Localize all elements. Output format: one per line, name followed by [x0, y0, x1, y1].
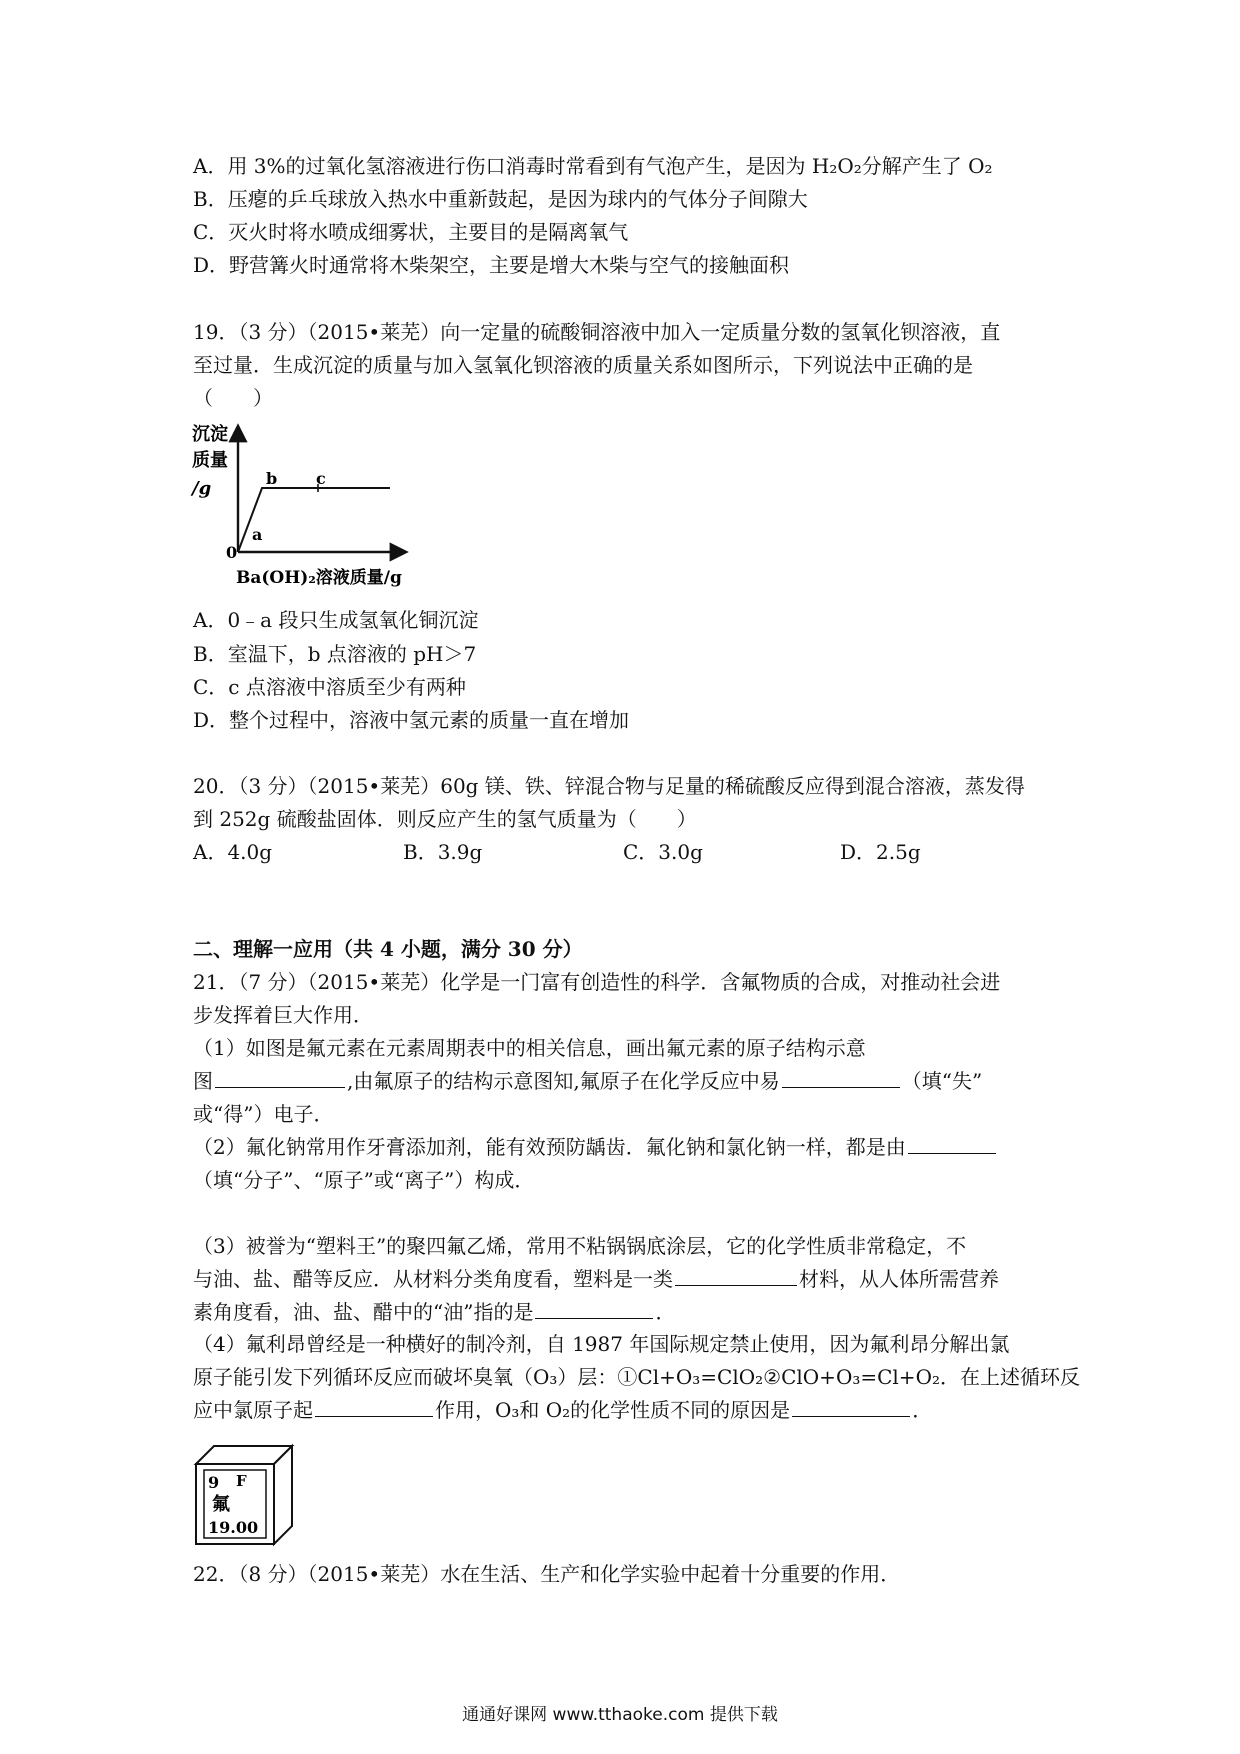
q19-option-a: A．0﹣a 段只生成氢氧化铜沉淀 — [193, 608, 479, 632]
element-symbol: F — [236, 1472, 247, 1490]
q21-blank-gain-lose[interactable] — [782, 1067, 900, 1088]
q19-stem-line3: （ ） — [193, 386, 273, 410]
q21-part4-text-b: 作用，O₃和 O₂的化学性质不同的原因是 — [435, 1398, 791, 1422]
q21-part2-line1 — [193, 1133, 998, 1161]
q21-part3-text-c: 素角度看，油、盐、醋中的“油”指的是 — [193, 1300, 534, 1324]
x-label: Ba(OH)₂溶液质量/g — [236, 568, 402, 588]
q21-blank-material[interactable] — [675, 1265, 797, 1286]
q20-option-a: A．4.0g — [193, 840, 273, 864]
y-label-2: 质量 — [192, 450, 228, 471]
q21-part3-text-a: 与油、盐、醋等反应．从材料分类角度看，塑料是一类 — [193, 1267, 673, 1291]
q19-option-b: B．室温下，b 点溶液的 pH＞7 — [193, 642, 477, 666]
q22-stem-line1: 22．（8 分）（2015•莱芜）水在生活、生产和化学实验中起着十分重要的作用． — [193, 1562, 901, 1586]
point-b-label: b — [266, 469, 278, 488]
element-mass: 19.00 — [208, 1518, 259, 1537]
fluorine-element-cube — [192, 1440, 302, 1550]
q21-part1-text-c: （填“失” — [901, 1069, 983, 1093]
point-c-label: c — [316, 469, 326, 488]
q21-part4-line3 — [193, 1396, 932, 1424]
q21-part1-line2 — [193, 1067, 982, 1095]
q21-part4-text-c: ． — [912, 1398, 933, 1422]
q21-part3-text-d: ． — [655, 1300, 676, 1324]
y-label-1: 沉淀 — [192, 424, 228, 445]
q19-stem-line2: 至过量．生成沉淀的质量与加入氢氧化钡溶液的质量关系如图所示，下列说法中正确的是 — [193, 353, 973, 377]
q20-option-b: B．3.9g — [403, 840, 483, 864]
q18-option-c: C．灭火时将水喷成细雾状，主要目的是隔离氧气 — [193, 220, 629, 244]
q21-part2-line2: （填“分子”、“原子”或“离子”）构成． — [193, 1168, 535, 1192]
q20-option-d: D．2.5g — [840, 840, 921, 864]
page-footer: 通通好课网 www.tthaoke.com 提供下载 — [462, 1705, 778, 1725]
q18-option-b: B．压瘪的乒乓球放入热水中重新鼓起，是因为球内的气体分子间隙大 — [193, 187, 808, 211]
q20-option-c: C．3.0g — [623, 840, 703, 864]
q21-part1-text-a: 图 — [193, 1069, 213, 1093]
element-name: 氟 — [212, 1494, 230, 1515]
q20-stem-line2: 到 252g 硫酸盐固体．则反应产生的氢气质量为（ ） — [193, 807, 697, 831]
q21-part4-text-a: 应中氯原子起 — [193, 1398, 313, 1422]
q21-part1-line1: （1）如图是氟元素在元素周期表中的相关信息，画出氟元素的原子结构示意 — [193, 1036, 866, 1060]
q21-part1-text-b: ,由氟原子的结构示意图知,氟原子在化学反应中易 — [347, 1069, 780, 1093]
q21-part3-line2 — [193, 1265, 999, 1293]
q21-part3-line1: （3）被誉为“塑料王”的聚四氟乙烯，常用不粘锅锅底涂层，它的化学性质非常稳定，不 — [193, 1234, 967, 1258]
q19-precipitate-graph — [190, 418, 430, 598]
q21-blank-difference[interactable] — [792, 1396, 910, 1417]
element-number: 9 — [208, 1473, 220, 1492]
q21-blank-structure[interactable] — [215, 1067, 345, 1088]
q20-stem-line1: 20．（3 分）（2015•莱芜）60g 镁、铁、锌混合物与足量的稀硫酸反应得到混合溶液，蒸发得 — [193, 774, 1025, 798]
origin-label: 0 — [226, 543, 238, 562]
cube-side-face — [274, 1446, 292, 1544]
q21-part4-line1-visible: （4）氟利昂曾经是一种横好的制冷剂，自 1987 年国际规定禁止使用，因为氟利昂分解出氯 — [193, 1332, 1010, 1356]
q19-option-d: D．整个过程中，溶液中氢元素的质量一直在增加 — [193, 708, 630, 732]
q21-part4-line2: 原子能引发下列循环反应而破坏臭氧（O₃）层：①Cl+O₃=ClO₂②ClO+O₃=Cl+O₂．在上述循环反 — [193, 1365, 1080, 1389]
q21-blank-catalyst[interactable] — [315, 1396, 433, 1417]
q21-stem-line1: 21．（7 分）（2015•莱芜）化学是一门富有创造性的科学．含氟物质的合成，对推动社会进 — [193, 970, 1001, 994]
q21-blank-particle[interactable] — [908, 1133, 996, 1154]
y-label-3: /g — [192, 478, 212, 499]
q21-part1-line3: 或“得”）电子． — [193, 1102, 334, 1126]
q21-stem-line2: 步发挥着巨大作用． — [193, 1003, 373, 1027]
q18-option-d: D．野营篝火时通常将木柴架空，主要是增大木柴与空气的接触面积 — [193, 253, 790, 277]
q21-part3-text-b: 材料，从人体所需营养 — [799, 1267, 999, 1291]
section2-title: 二、理解一应用（共 4 小题，满分 30 分） — [193, 937, 583, 961]
q21-part2-text: （2）氟化钠常用作牙膏添加剂，能有效预防龋齿．氟化钠和氯化钠一样，都是由 — [193, 1135, 906, 1159]
point-a-label: a — [252, 525, 263, 544]
q19-stem-line1: 19．（3 分）（2015•莱芜）向一定量的硫酸铜溶液中加入一定质量分数的氢氧化钡溶液，直 — [193, 320, 1001, 344]
q19-option-c: C．c 点溶液中溶质至少有两种 — [193, 675, 466, 699]
q21-part3-line3 — [193, 1298, 675, 1326]
q18-option-a: A．用 3%的过氧化氢溶液进行伤口消毒时常看到有气泡产生，是因为 H₂O₂分解产生了 O₂ — [193, 154, 993, 178]
q21-blank-nutrient[interactable] — [535, 1298, 653, 1319]
